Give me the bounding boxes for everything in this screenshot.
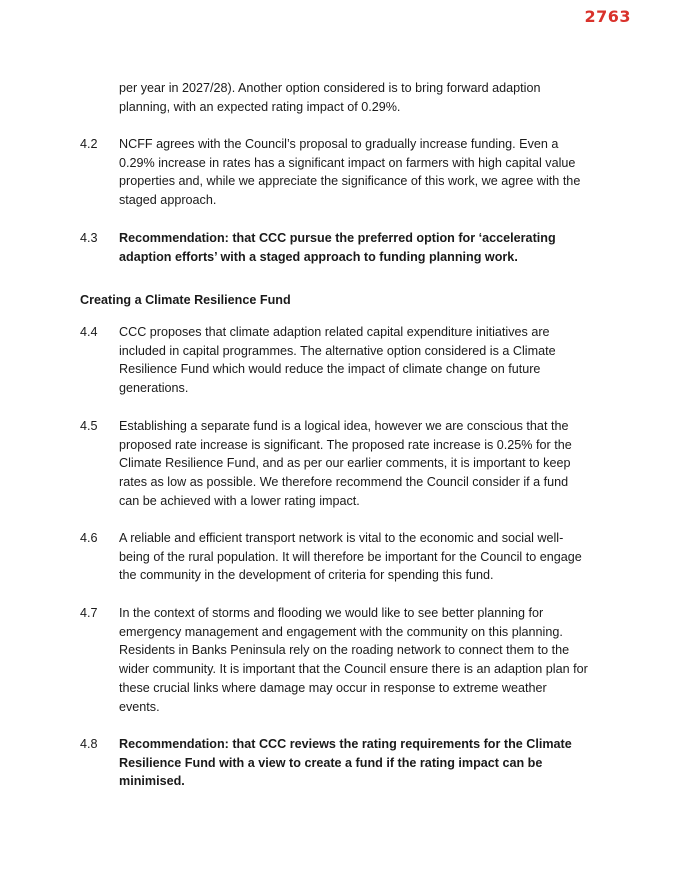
item-text-4-5: Establishing a separate fund is a logical idea, however we are conscious that the proposed rate increase is significant. The proposed rate increase is 0.25% for the Climate Resilience Fund, and as per our earlier comments, it is important to keep rates as low as possible. We therefore recommend the Council consider if a fund can be achieved with a lower rating impact. xyxy=(119,419,572,508)
item-number-4-4: 4.4 xyxy=(80,325,98,339)
recommendation-4-8: Recommendation: that CCC reviews the rating requirements for the Climate Resilience Fund with a view to create a fund if the rating impact can be minimised. xyxy=(119,737,572,789)
section-heading: Creating a Climate Resilience Fund xyxy=(80,293,291,307)
item-text-4-4: CCC proposes that climate adaption related capital expenditure initiatives are included in capital programmes. The alternative option considered is a Climate Resilience Fund which would reduce the impact of climate change on future generations. xyxy=(119,325,556,396)
item-text-4-7: In the context of storms and flooding we would like to see better planning for emergency management and engagement with the community on this planning. Residents in Banks Peninsula rely on the roading network to connect them to the wider community. It is important that the Council ensure there is an adaption plan for these crucial links where damage may occur in response to extreme weather events. xyxy=(119,606,588,714)
item-number-4-2: 4.2 xyxy=(80,137,98,151)
continuation-paragraph: per year in 2027/28). Another option considered is to bring forward adaption planning, with an expected rating impact of 0.29%. xyxy=(119,81,541,114)
item-number-4-5: 4.5 xyxy=(80,419,98,433)
item-number-4-6: 4.6 xyxy=(80,531,98,545)
item-number-4-7: 4.7 xyxy=(80,606,98,620)
item-text-4-2: NCFF agrees with the Council’s proposal to gradually increase funding. Even a 0.29% increase in rates has a significant impact on farmers with high capital value properties and, while we appreciate the significance of this work, we agree with the staged approach. xyxy=(119,137,581,208)
page-number: 2763 xyxy=(584,7,631,26)
item-text-4-6: A reliable and efficient transport network is vital to the economic and social well-being of the rural population. It will therefore be important for the Council to engage the community in the development of criteria for spending this fund. xyxy=(119,531,582,583)
recommendation-4-3: Recommendation: that CCC pursue the preferred option for ‘accelerating adaption efforts’ with a staged approach to funding planning work. xyxy=(119,231,556,264)
item-number-4-3: 4.3 xyxy=(80,231,98,245)
item-number-4-8: 4.8 xyxy=(80,737,98,751)
